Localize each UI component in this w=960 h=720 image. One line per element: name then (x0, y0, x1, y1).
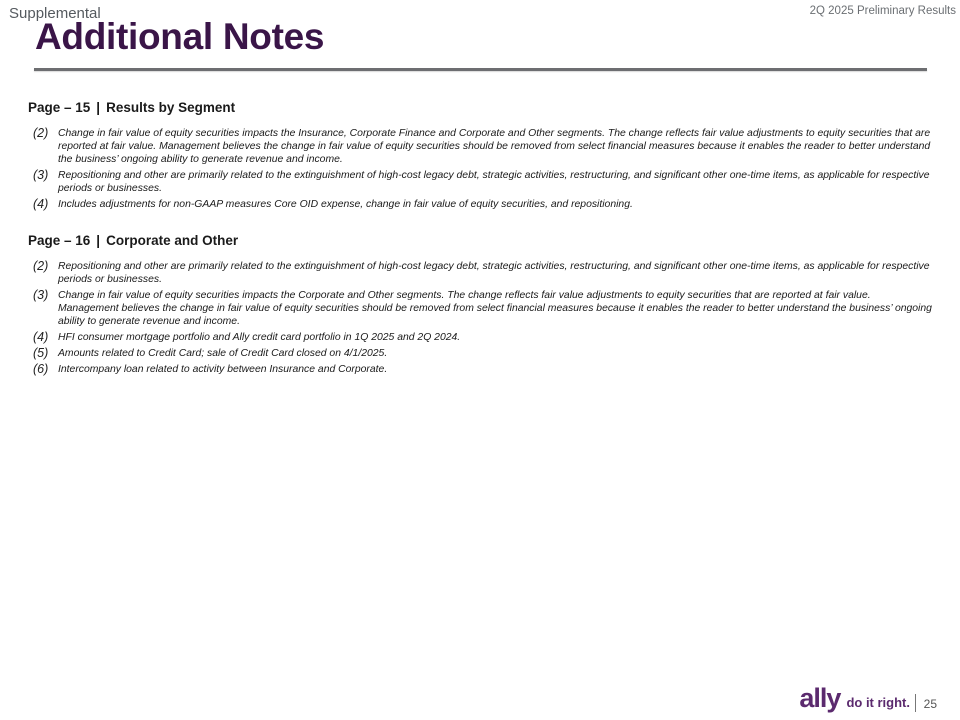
note-text: Change in fair value of equity securities impacts the Insurance, Corporate Finance and Corporate and Other segments. The change reflects fair value adjustments to equity securities that are reported at fair value. Management believes the change in fair value of equity securities should be removed from select financial measures because it enables the reader to better understand the business’ ongoing ability to generate revenue and income. (58, 128, 931, 165)
note-number: (3) (33, 168, 49, 182)
note-number: (4) (33, 330, 49, 344)
note-item (28, 127, 933, 166)
logo-wordmark: ally (799, 683, 841, 713)
note-number: (4) (33, 197, 49, 211)
note-number: (6) (33, 362, 49, 376)
section-page-label: Page – 15 (28, 100, 91, 115)
page-number: 25 (923, 697, 937, 711)
section-kicker: Supplemental (9, 5, 101, 22)
note-number: (2) (33, 259, 49, 273)
ally-logo (799, 683, 910, 714)
note-text: Repositioning and other are primarily related to the extinguishment of high-cost legacy debt, strategic activities, restructuring, and significant other one-time items, as applicable for respective periods or businesses. (58, 170, 930, 194)
section-corporate-and-other (28, 233, 933, 379)
note-item (28, 363, 933, 376)
note-text: HFI consumer mortgage portfolio and Ally credit card portfolio in 1Q 2025 and 2Q 2024. (58, 332, 461, 343)
section-heading (28, 100, 933, 115)
note-text: Intercompany loan related to activity between Insurance and Corporate. (58, 364, 388, 375)
section-page-label: Page – 16 (28, 233, 91, 248)
note-text: Amounts related to Credit Card; sale of Credit Card closed on 4/1/2025. (58, 348, 388, 359)
section-heading-text: Corporate and Other (106, 233, 239, 248)
note-number: (2) (33, 126, 49, 140)
note-item (28, 331, 933, 344)
note-item (28, 289, 933, 328)
note-text: Includes adjustments for non-GAAP measures Core OID expense, change in fair value of equity securities, and repositioning. (58, 199, 633, 210)
section-results-by-segment (28, 100, 933, 214)
footer-divider (915, 694, 916, 712)
note-text: Change in fair value of equity securities impacts the Corporate and Other segments. The change reflects fair value adjustments to equity securities that are reported at fair value. Management believes the change in fair value of equity securities should be removed from select financial measures because it enables the reader to better understand the business’ ongoing ability to generate revenue and income. (58, 290, 932, 327)
section-heading-text: Results by Segment (106, 100, 236, 115)
section-heading (28, 233, 933, 248)
section-separator: | (96, 233, 101, 248)
note-number: (3) (33, 288, 49, 302)
page-title: Additional Notes (35, 16, 325, 57)
note-item (28, 347, 933, 360)
note-number: (5) (33, 346, 49, 360)
note-item (28, 169, 933, 195)
note-text: Repositioning and other are primarily related to the extinguishment of high-cost legacy debt, strategic activities, restructuring, and significant other one-time items, as applicable for respective periods or businesses. (58, 261, 930, 285)
title-divider (34, 68, 927, 71)
section-separator: | (96, 100, 101, 115)
note-item (28, 198, 933, 211)
report-label: 2Q 2025 Preliminary Results (809, 5, 956, 17)
logo-tagline: do it right. (846, 695, 910, 710)
note-item (28, 260, 933, 286)
